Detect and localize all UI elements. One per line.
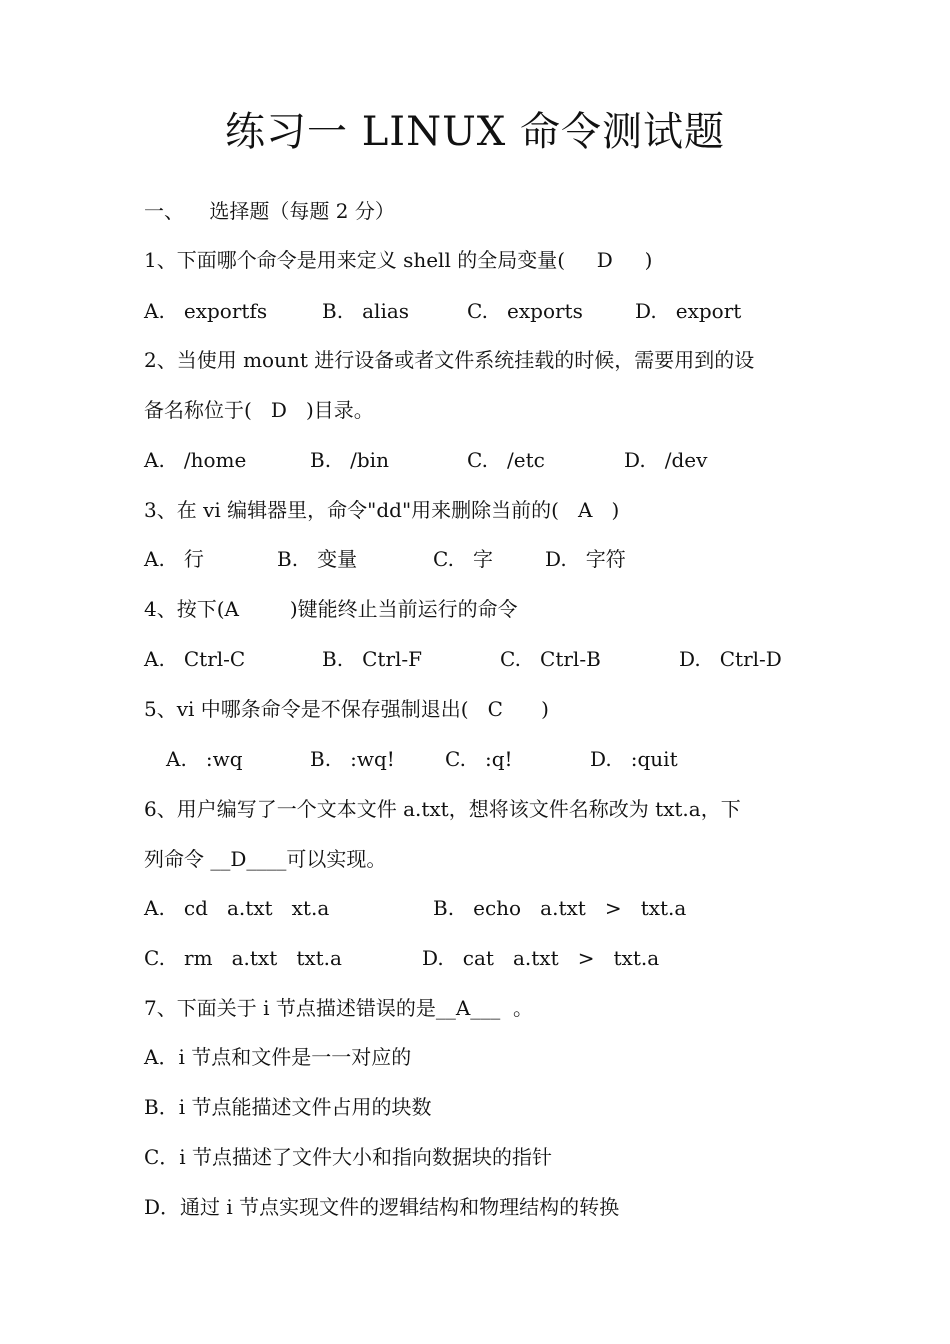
question-5-option-b: B. :wq! xyxy=(310,747,395,771)
question-5-option-d: D. :quit xyxy=(590,747,678,771)
question-7-option-b: B．i 节点能描述文件占用的块数 xyxy=(144,1095,432,1119)
question-1-option-d: D. export xyxy=(635,299,742,323)
section-heading: 一、 选择题（每题 2 分） xyxy=(144,199,395,223)
question-5-option-a: A. :wq xyxy=(166,747,243,771)
question-1-text: 1、下面哪个命令是用来定义 shell 的全局变量( D ) xyxy=(144,248,653,272)
question-4-option-a: A. Ctrl-C xyxy=(144,647,246,671)
question-6-option-d: D. cat a.txt > txt.a xyxy=(422,946,660,970)
question-5-option-c: C. :q! xyxy=(445,747,513,771)
question-1-option-a: A. exportfs xyxy=(144,299,268,323)
question-2-option-a: A. /home xyxy=(144,448,247,472)
question-7-option-a: A．i 节点和文件是一一对应的 xyxy=(144,1045,412,1069)
question-4-option-c: C. Ctrl-B xyxy=(500,647,601,671)
question-6-text-line-1: 6、用户编写了一个文本文件 a.txt，想将该文件名称改为 txt.a，下 xyxy=(144,797,741,821)
question-3-text: 3、在 vi 编辑器里，命令"dd"用来删除当前的( A ) xyxy=(144,498,620,522)
question-4-option-d: D. Ctrl-D xyxy=(679,647,782,671)
question-6-option-c: C. rm a.txt txt.a xyxy=(144,946,342,970)
question-7-option-d: D．通过 i 节点实现文件的逻辑结构和物理结构的转换 xyxy=(144,1195,620,1219)
question-2-option-c: C. /etc xyxy=(467,448,545,472)
question-2-text-line-2: 备名称位于( D )目录。 xyxy=(144,398,374,422)
question-3-option-c: C. 字 xyxy=(433,547,494,571)
question-2-option-b: B. /bin xyxy=(310,448,389,472)
question-1-option-c: C. exports xyxy=(467,299,583,323)
question-2-option-d: D. /dev xyxy=(624,448,708,472)
question-3-option-a: A. 行 xyxy=(144,547,204,571)
question-4-option-b: B. Ctrl-F xyxy=(322,647,423,671)
question-1-option-b: B. alias xyxy=(322,299,410,323)
question-7-option-c: C．i 节点描述了文件大小和指向数据块的指针 xyxy=(144,1145,553,1169)
question-6-option-a: A. cd a.txt xt.a xyxy=(144,896,330,920)
question-7-text: 7、下面关于 i 节点描述错误的是__A___ 。 xyxy=(144,996,533,1020)
question-3-option-d: D. 字符 xyxy=(545,547,626,571)
question-3-option-b: B. 变量 xyxy=(277,547,358,571)
question-2-text-line-1: 2、当使用 mount 进行设备或者文件系统挂载的时候，需要用到的设 xyxy=(144,348,755,372)
document-title: 练习一 LINUX 命令测试题 xyxy=(225,109,725,155)
question-4-text: 4、按下(A )键能终止当前运行的命令 xyxy=(144,597,518,621)
question-6-option-b: B. echo a.txt > txt.a xyxy=(433,896,687,920)
question-6-text-line-2: 列命令 __D____可以实现。 xyxy=(144,847,387,871)
question-5-text: 5、vi 中哪条命令是不保存强制退出( C ) xyxy=(144,697,549,721)
